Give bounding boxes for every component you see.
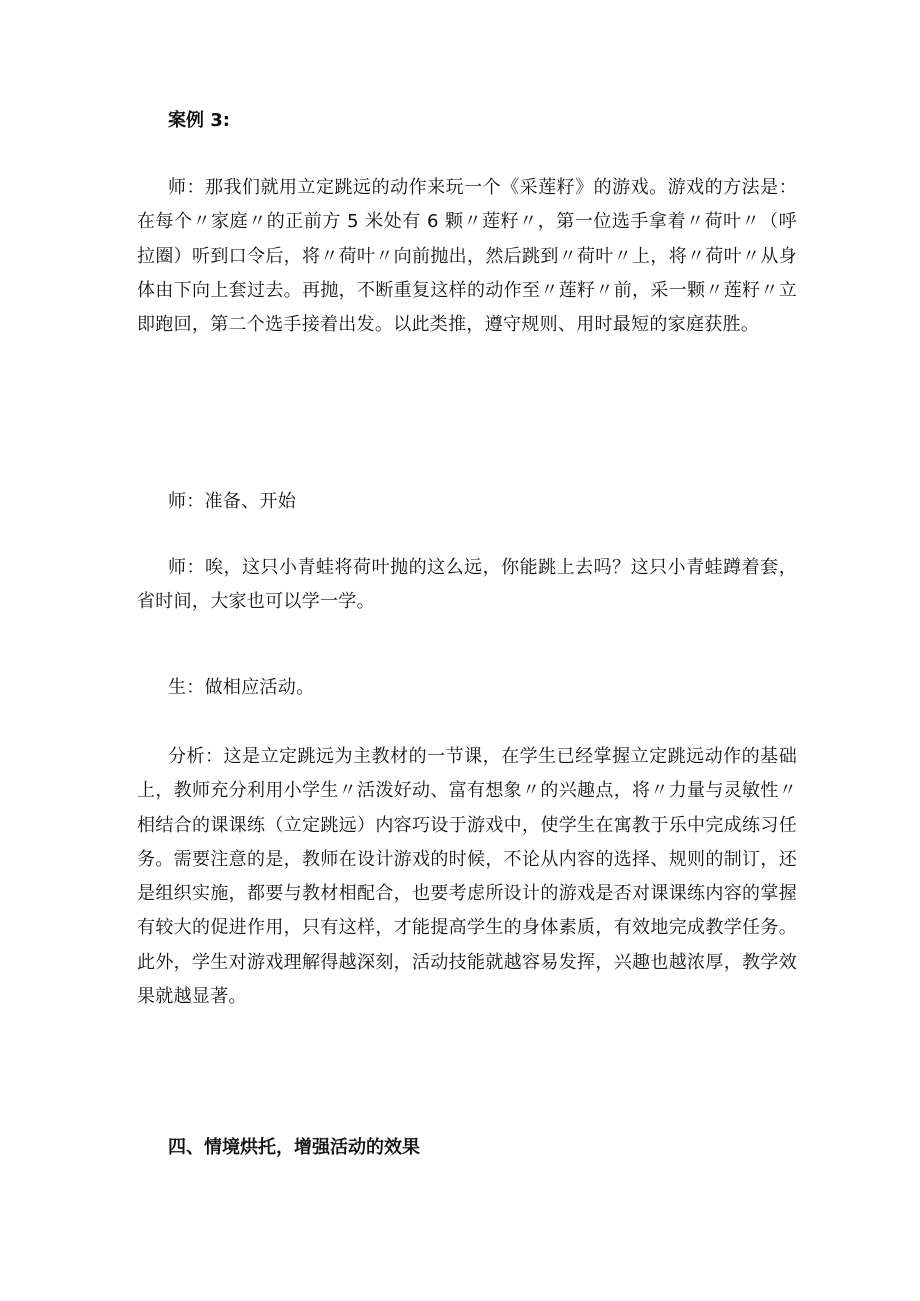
paragraph-analysis: 分析：这是立定跳远为主教材的一节课，在学生已经掌握立定跳远动作的基础上，教师充分利用小学生〃活泼好动、富有想象〃的兴趣点，将〃力量与灵敏性〃相结合的课课练（立定跳远）内容巧设于游戏中，使学生在寓教于乐中完成练习任务。需要注意的是，教师在设计游戏的时候，不论从内容的选择、规则的制订，还是组织实施，都要与教材相配合，也要考虑所设计的游戏是否对课课练内容的掌握有较大的促进作用，只有这样，才能提高学生的身体素质，有效地完成教学任务。此外，学生对游戏理解得越深刻，活动技能就越容易发挥，兴趣也越浓厚，教学效果就越显著。 <box>137 746 797 1008</box>
paragraph-frog-remark: 师：唉，这只小青蛙将荷叶抛的这么远，你能跳上去吗？这只小青蛙蹲着套，省时间，大家也可以学一学。 <box>137 557 797 613</box>
paragraph-game-rules: 师：那我们就用立定跳远的动作来玩一个《采莲籽》的游戏。游戏的方法是：在每个〃家庭〃的正前方 5 米处有 6 颗〃莲籽〃，第一位选手拿着〃荷叶〃（呼拉圈）听到口令后，将〃荷叶〃向前抛出，然后跳到〃荷叶〃上，将〃荷叶〃从身体由下向上套过去。再抛，不断重复这样的动作至〃莲籽〃前，采一颗〃莲籽〃立即跑回，第二个选手接着出发。以此类推，遵守规则、用时最短的家庭获胜。 <box>137 177 797 336</box>
case-title: 案例 3: <box>168 110 230 131</box>
section-heading: 四、情境烘托，增强活动的效果 <box>168 1137 420 1158</box>
paragraph-student-activity: 生：做相应活动。 <box>168 677 315 698</box>
paragraph-ready-start: 师：准备、开始 <box>168 491 297 512</box>
